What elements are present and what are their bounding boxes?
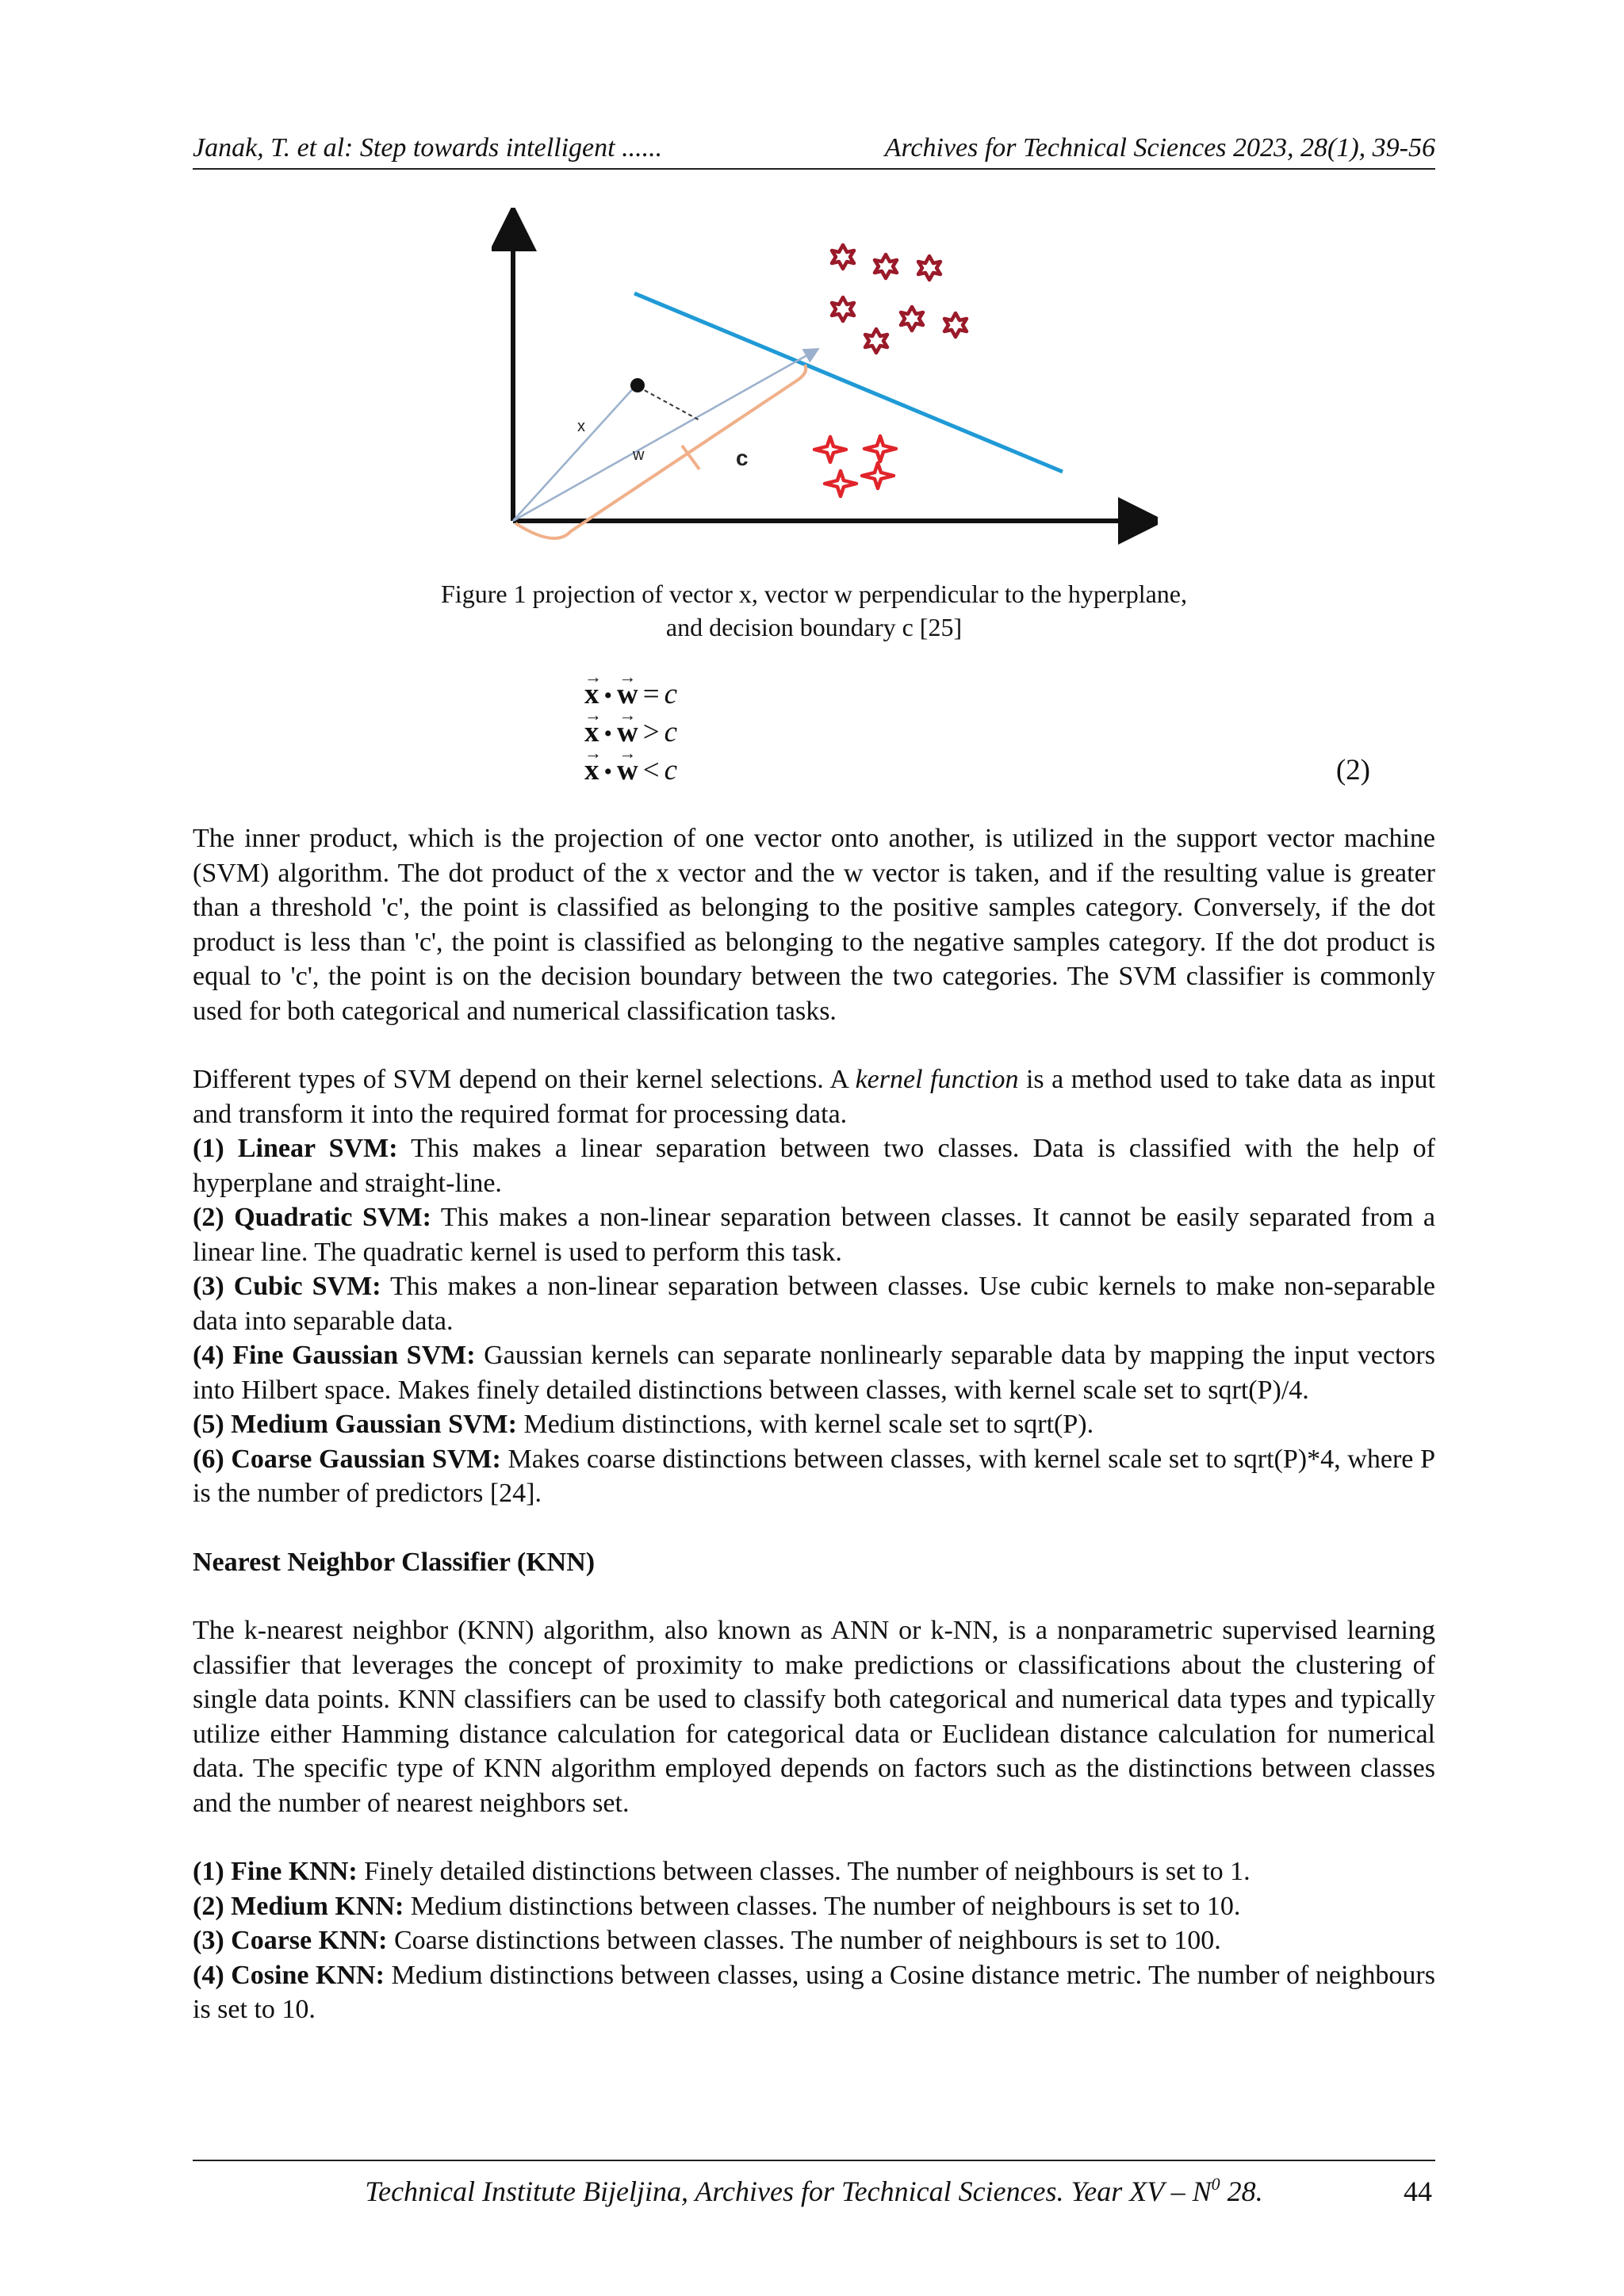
projection-line xyxy=(638,387,699,420)
item-label: (4) Fine Gaussian SVM: xyxy=(193,1341,476,1370)
svm-item xyxy=(193,1200,1435,1269)
figure-caption xyxy=(193,577,1435,644)
w-vector-symbol: → w xyxy=(617,675,638,714)
item-label: (1) Fine KNN: xyxy=(193,1857,358,1886)
item-text: Medium distinctions between classes. The number of neighbours is set to 10. xyxy=(404,1891,1241,1921)
item-text: Medium distinctions, with kernel scale set to sqrt(P). xyxy=(516,1410,1094,1439)
equals-operator: = xyxy=(642,678,660,710)
knn-item xyxy=(193,1958,1435,2027)
dot-operator: • xyxy=(603,759,613,785)
positive-sample-star xyxy=(875,254,897,278)
negative-sample-star xyxy=(864,436,896,461)
paragraph-svm-types xyxy=(193,1062,1435,1131)
threshold-symbol: c xyxy=(664,716,678,748)
dot-operator: • xyxy=(603,721,613,747)
kernel-function-term: kernel function xyxy=(855,1065,1019,1094)
item-text: This makes a non-linear separation between classes. Use cubic kernels to make non-separable data into separable data. xyxy=(193,1272,1435,1336)
positive-sample-star xyxy=(832,297,854,321)
knn-item xyxy=(193,1854,1435,1889)
footer-text-end: 28. xyxy=(1220,2175,1263,2207)
footer-text: Technical Institute Bijeljina, Archives for Technical Sciences. Year XV – N xyxy=(365,2175,1212,2207)
positive-sample-star xyxy=(832,245,854,269)
page-number: 44 xyxy=(1404,2175,1432,2207)
greater-operator: > xyxy=(642,716,660,748)
w-vector xyxy=(513,352,813,521)
positive-sample-star xyxy=(865,329,887,353)
body-text xyxy=(193,821,1435,2027)
x-vector-symbol: → x xyxy=(584,714,599,752)
knn-item xyxy=(193,1923,1435,1958)
paragraph-svm-inner-product: The inner product, which is the projection of one vector onto another, is utilized in the support vector machine (SVM) algorithm. The dot product of the x vector and the w vector is taken, and if the resulting value is greater than a threshold 'c', the point is classified as belonging to the positive samples category. Conversely, if the dot product is less than 'c', the point is classified as belonging to the negative samples category. If the dot product is equal to 'c', the point is on the decision boundary between the two categories. The SVM classifier is commonly used for both categorical and numerical classification tasks. xyxy=(193,824,1435,1026)
item-label: (2) Medium KNN: xyxy=(193,1891,404,1921)
text-run: Different types of SVM depend on their kernel selections. A xyxy=(193,1065,856,1094)
caption-line-1: Figure 1 projection of vector x, vector w perpendicular to the hyperplane, xyxy=(441,580,1187,608)
less-operator: < xyxy=(642,754,660,786)
c-label: c xyxy=(736,446,749,470)
section-heading-knn: Nearest Neighbor Classifier (KNN) xyxy=(193,1547,596,1577)
equation-line xyxy=(584,752,1435,790)
knn-item xyxy=(193,1889,1435,1924)
item-text: Makes coarse distinctions between classes, with kernel scale set to sqrt(P)*4, where P is the number of predictors [24]. xyxy=(193,1444,1435,1508)
item-text: Finely detailed distinctions between classes. The number of neighbours is set to 1. xyxy=(357,1857,1251,1886)
footer-superscript: 0 xyxy=(1211,2174,1220,2194)
data-point xyxy=(630,378,645,392)
x-label: x xyxy=(577,418,585,435)
negative-sample-star xyxy=(825,471,856,496)
page-footer xyxy=(193,2160,1435,2209)
text-run: is a method used to take data as input and transform it into the required format for processing data. xyxy=(193,1065,1435,1129)
item-label: (2) Quadratic SVM: xyxy=(193,1203,431,1232)
positive-sample-star xyxy=(901,307,923,331)
running-header xyxy=(193,128,1435,170)
item-label: (5) Medium Gaussian SVM: xyxy=(193,1410,517,1439)
item-text: Coarse distinctions between classes. The number of neighbours is set to 100. xyxy=(387,1926,1221,1955)
equation-block xyxy=(584,675,1435,790)
item-text: Medium distinctions between classes, using a Cosine distance metric. The number of neighbours is set to 10. xyxy=(193,1960,1435,2024)
footer-journal xyxy=(193,2172,1435,2210)
equation-number: (2) xyxy=(1335,754,1370,786)
svm-item xyxy=(193,1131,1435,1200)
svm-item xyxy=(193,1407,1435,1442)
x-vector-symbol: → x xyxy=(584,752,599,790)
svm-item xyxy=(193,1269,1435,1338)
threshold-symbol: c xyxy=(664,754,678,786)
positive-sample-star xyxy=(944,313,967,337)
dot-operator: • xyxy=(603,683,613,709)
item-text: This makes a non-linear separation between classes. It cannot be easily separated from a linear line. The quadratic kernel is used to perform this task. xyxy=(193,1203,1435,1267)
svm-item xyxy=(193,1338,1435,1407)
item-text: Gaussian kernels can separate nonlinearly separable data by mapping the input vectors into Hilbert space. Makes finely detailed distinctions between classes, with kernel scale set to sqrt(P)/4. xyxy=(193,1341,1435,1405)
item-label: (3) Coarse KNN: xyxy=(193,1926,388,1955)
threshold-symbol: c xyxy=(664,678,678,710)
item-text: This makes a linear separation between two classes. Data is classified with the help of hyperplane and straight-line. xyxy=(193,1134,1435,1198)
x-vector-symbol: → x xyxy=(584,675,599,714)
item-label: (4) Cosine KNN: xyxy=(193,1960,385,1990)
equation-line xyxy=(584,675,1435,714)
equation-line xyxy=(584,714,1435,752)
negative-sample-star xyxy=(862,463,894,488)
header-authors: Janak, T. et al: Step towards intelligent ...... xyxy=(193,133,663,163)
decision-boundary-bracket xyxy=(515,365,806,538)
w-vector-symbol: → w xyxy=(617,752,638,790)
w-label: w xyxy=(633,446,645,464)
positive-sample-star xyxy=(918,256,940,280)
paragraph-knn: The k-nearest neighbor (KNN) algorithm, also known as ANN or k-NN, is a nonparametric supervised learning classifier that leverages the concept of proximity to make predictions or classifications about the clustering of single data points. KNN classifiers can be used to classify both categorical and numerical data types and typically utilize either Hamming distance calculation for categorical data or Euclidean distance calculation for numerical data. The specific type of KNN algorithm employed depends on factors such as the distinctions between classes and the number of nearest neighbors set. xyxy=(193,1616,1435,1818)
item-label: (3) Cubic SVM: xyxy=(193,1272,381,1301)
negative-sample-star xyxy=(814,437,846,462)
svm-item xyxy=(193,1442,1435,1511)
item-label: (6) Coarse Gaussian SVM: xyxy=(193,1444,501,1474)
svm-projection-figure xyxy=(492,208,1158,557)
w-vector-symbol: → w xyxy=(617,714,638,752)
caption-line-2: and decision boundary c [25] xyxy=(665,613,963,641)
svm-diagram xyxy=(492,208,1158,557)
header-journal: Archives for Technical Sciences 2023, 28(1), 39-56 xyxy=(884,133,1435,163)
item-label: (1) Linear SVM: xyxy=(193,1134,398,1163)
